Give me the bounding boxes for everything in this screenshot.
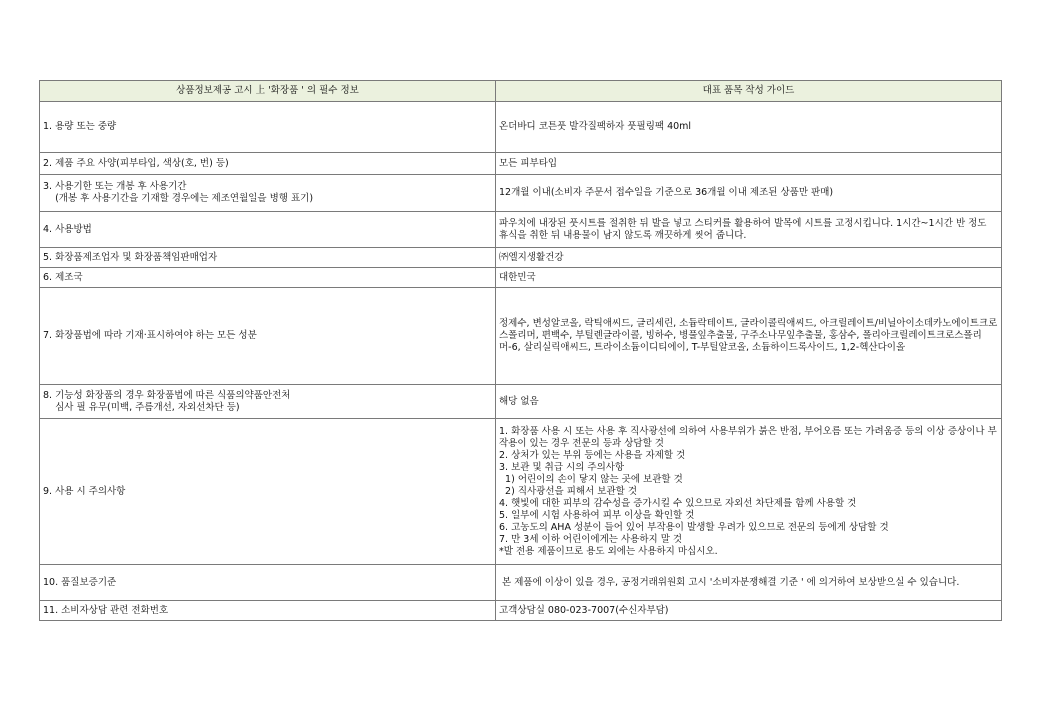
product-info-table (39, 80, 1002, 621)
row-label: 9. 사용 시 주의사항 (40, 419, 496, 565)
row-value: 본 제품에 이상이 있을 경우, 공정거래위원회 고시 '소비자분쟁해결 기준 ' 에 의거하여 보상받으실 수 있습니다. (496, 565, 1002, 601)
row-value: 온더바디 코튼풋 발각질팩하자 풋필링팩 40ml (496, 102, 1002, 153)
table-row (40, 601, 1002, 621)
row-label: 11. 소비자상담 관련 전화번호 (40, 601, 496, 621)
row-value: 12개월 이내(소비자 주문서 접수일을 기준으로 36개월 이내 제조된 상품만 판매) (496, 175, 1002, 212)
row-value: 1. 화장품 사용 시 또는 사용 후 직사광선에 의하여 사용부위가 붉은 반점, 부어오름 또는 가려움증 등의 이상 증상이나 부작용이 있는 경우 전문의 등과 상담할 것 2. 상처가 있는 부위 등에는 사용을 자제할 것 3. 보관 및 취급 시의 주의사항 1) 어린이의 손이 닿지 않는 곳에 보관할 것 2) 직사광선을 피해서 보관할 것 4. 햇빛에 대한 피부의 감수성을 증가시킬 수 있으므로 자외선 차단제를 함께 사용할 것 5. 일부에 시험 사용하여 피부 이상을 확인할 것 6. 고농도의 AHA 성분이 들어 있어 부작용이 발생할 우려가 있으므로 전문의 등에게 상담할 것 7. 만 3세 이하 어린이에게는 사용하지 말 것 *발 전용 제품이므로 용도 외에는 사용하지 마십시오. (496, 419, 1002, 565)
row-value: 해당 없음 (496, 385, 1002, 419)
row-label: 5. 화장품제조업자 및 화장품책임판매업자 (40, 248, 496, 268)
table-row (40, 153, 1002, 175)
header-writing-guide: 대표 품목 작성 가이드 (496, 81, 1002, 102)
header-row (40, 81, 1002, 102)
table-row (40, 288, 1002, 385)
row-label: 8. 기능성 화장품의 경우 화장품법에 따른 식품의약품안전처 심사 필 유무(미백, 주름개선, 자외선차단 등) (40, 385, 496, 419)
table-row (40, 565, 1002, 601)
row-value: 정제수, 변성알코올, 락틱애씨드, 글리세린, 소듐락테이트, 글라이콜릭애씨드, 아크릴레이트/비닐아이소데카노에이트크로스폴리머, 편백수, 부틸렌글라이콜, 빙하수, 병풀잎추출물, 구주소나무잎추출물, 홍삼수, 폴리아크릴레이트크로스폴리머-6, 살리실릭애씨드, 트라이소듐이디티에이, T-부틸알코올, 소듐하이드록사이드, 1,2-헥산다이올 (496, 288, 1002, 385)
row-label: 6. 제조국 (40, 268, 496, 288)
row-value: ㈜엘지생활건강 (496, 248, 1002, 268)
row-label: 2. 제품 주요 사양(피부타입, 색상(호, 번) 등) (40, 153, 496, 175)
table-row (40, 419, 1002, 565)
table-row (40, 385, 1002, 419)
row-label: 10. 품질보증기준 (40, 565, 496, 601)
row-label: 7. 화장품법에 따라 기재·표시하여야 하는 모든 성분 (40, 288, 496, 385)
row-value: 대한민국 (496, 268, 1002, 288)
table-row (40, 268, 1002, 288)
header-required-info: 상품정보제공 고시 上 '화장품 ' 의 필수 정보 (40, 81, 496, 102)
table-row (40, 212, 1002, 248)
table-row (40, 175, 1002, 212)
row-label: 1. 용량 또는 중량 (40, 102, 496, 153)
table-row (40, 248, 1002, 268)
row-value: 모든 피부타입 (496, 153, 1002, 175)
row-value: 파우치에 내장된 풋시트를 절취한 뒤 발을 넣고 스티커를 활용하여 발목에 시트를 고정시킵니다. 1시간~1시간 반 정도 휴식을 취한 뒤 내용물이 남지 않도록 깨끗하게 씻어 줍니다. (496, 212, 1002, 248)
row-value: 고객상담실 080-023-7007(수신자부담) (496, 601, 1002, 621)
table-row (40, 102, 1002, 153)
row-label: 4. 사용방법 (40, 212, 496, 248)
row-label: 3. 사용기한 또는 개봉 후 사용기간 (개봉 후 사용기간을 기재할 경우에는 제조연월일을 병행 표기) (40, 175, 496, 212)
